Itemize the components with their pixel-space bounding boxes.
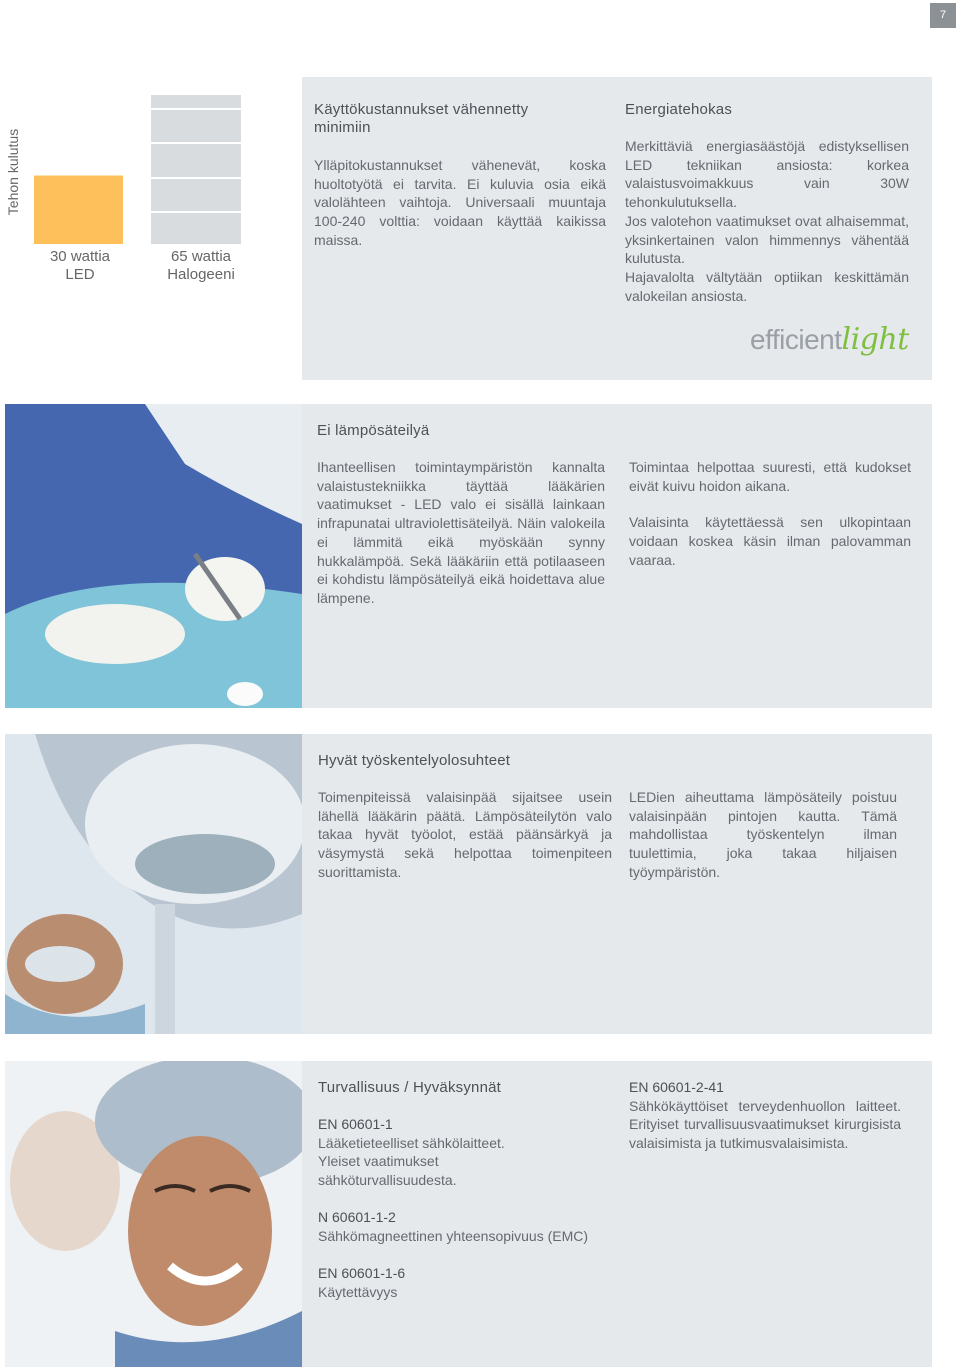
standard-en60601-2-41: EN 60601-2-41 Sähkökäyttöiset terveydenhuollon laitteet. Erityiset turvallisuusvaatimukset kirurgisista valaisimista ja tutkimusvalaisimista. — [629, 1079, 901, 1152]
standard-n60601-1-2: N 60601-1-2 Sähkömagneettinen yhteensopivuus (EMC) — [318, 1209, 589, 1244]
heading-safety-approvals: Turvallisuus / Hyväksynnät — [318, 1079, 502, 1096]
bar-led — [34, 175, 123, 244]
photo-surgeon-lamp — [5, 734, 302, 1034]
photo-surgery-hands — [5, 404, 302, 708]
efficient-light-logo: efficientlight — [750, 322, 909, 357]
text-energy-efficient: Merkittäviä energiasäästöjä edistyksellisen LED tekniikan ansiosta: korkea valaistusvoimakkuus vain 30W tehonkulutuksella. Jos valotehon vaatimukset ovat alhaisemmat, yksinkertainen valon himmennys vähentää kulutusta. Hajavalolta vältytään optiikan keskittämän valokeilan ansiosta. — [625, 138, 909, 304]
standard-en60601-1-6: EN 60601-1-6 Käytettävyys — [318, 1265, 406, 1300]
text-operating-costs: Ylläpitokustannukset vähenevät, koska huoltotyötä ei tarvita. Ei kuluvia osia eikä valolähteen vaihtoja. Universaali muuntaja 100-240 volttia: voidaan käyttää kaikissa maissa. — [314, 157, 606, 248]
text-no-heat-right: Toimintaa helpottaa suuresti, että kudokset eivät kuivu hoidon aikana. Valaisinta käytettäessä sen ulkopintaan voidaan koskea käsin ilman palovamman vaaraa. — [629, 459, 911, 568]
power-consumption-chart — [0, 90, 300, 290]
heading-operating-costs: Käyttökustannukset vähennetty minimiin — [314, 101, 529, 136]
heading-working-conditions: Hyvät työskentelyolosuhteet — [318, 752, 511, 769]
category-label-led: 30 wattia LED — [49, 248, 111, 283]
page-number: 7 — [930, 3, 956, 28]
photo-smiling-nurse — [5, 1061, 302, 1367]
category-label-halogen: 65 wattia Halogeeni — [167, 248, 235, 283]
text-no-heat-left: Ihanteellisen toimintaympäristön kannalta valaistustekniikka täyttää lääkärien vaatimukset - LED valo ei sisällä lainkaan infrapunatai ultraviolettisäteilyä. Näin valokeila ei lämmitä eikä myöskään synny hukkalämpöä. Sekä lääkäriin että potilaaseen ei kohdistu lämpösäteilyä eikä hoidettava alue lämpene. — [317, 459, 605, 606]
text-working-right: LEDien aiheuttama lämpösäteily poistuu valaisinpään pintojen kautta. Tämä mahdollistaa työskentelyn ilman tuulettimia, joka takaa hiljaisen työympäristön. — [629, 789, 897, 880]
chart-y-axis-label: Tehon kulutus — [5, 128, 21, 216]
bar-halogen — [151, 95, 241, 244]
heading-no-heat-radiation: Ei lämpösäteilyä — [317, 422, 430, 439]
panel-working-conditions — [302, 734, 932, 1034]
text-working-left: Toimenpiteissä valaisinpää sijaitsee usein lähellä lääkärin päätä. Lämpösäteilytön valo takaa hyvät työolot, estää päänsärkyä ja väsymystä sekä helpottaa toimenpiteen suorittamista. — [318, 789, 612, 880]
heading-energy-efficient: Energiatehokas — [625, 101, 733, 118]
standard-en60601-1: EN 60601-1 Lääketieteelliset sähkölaitteet. Yleiset vaatimukset sähköturvallisuudesta. — [318, 1116, 505, 1189]
